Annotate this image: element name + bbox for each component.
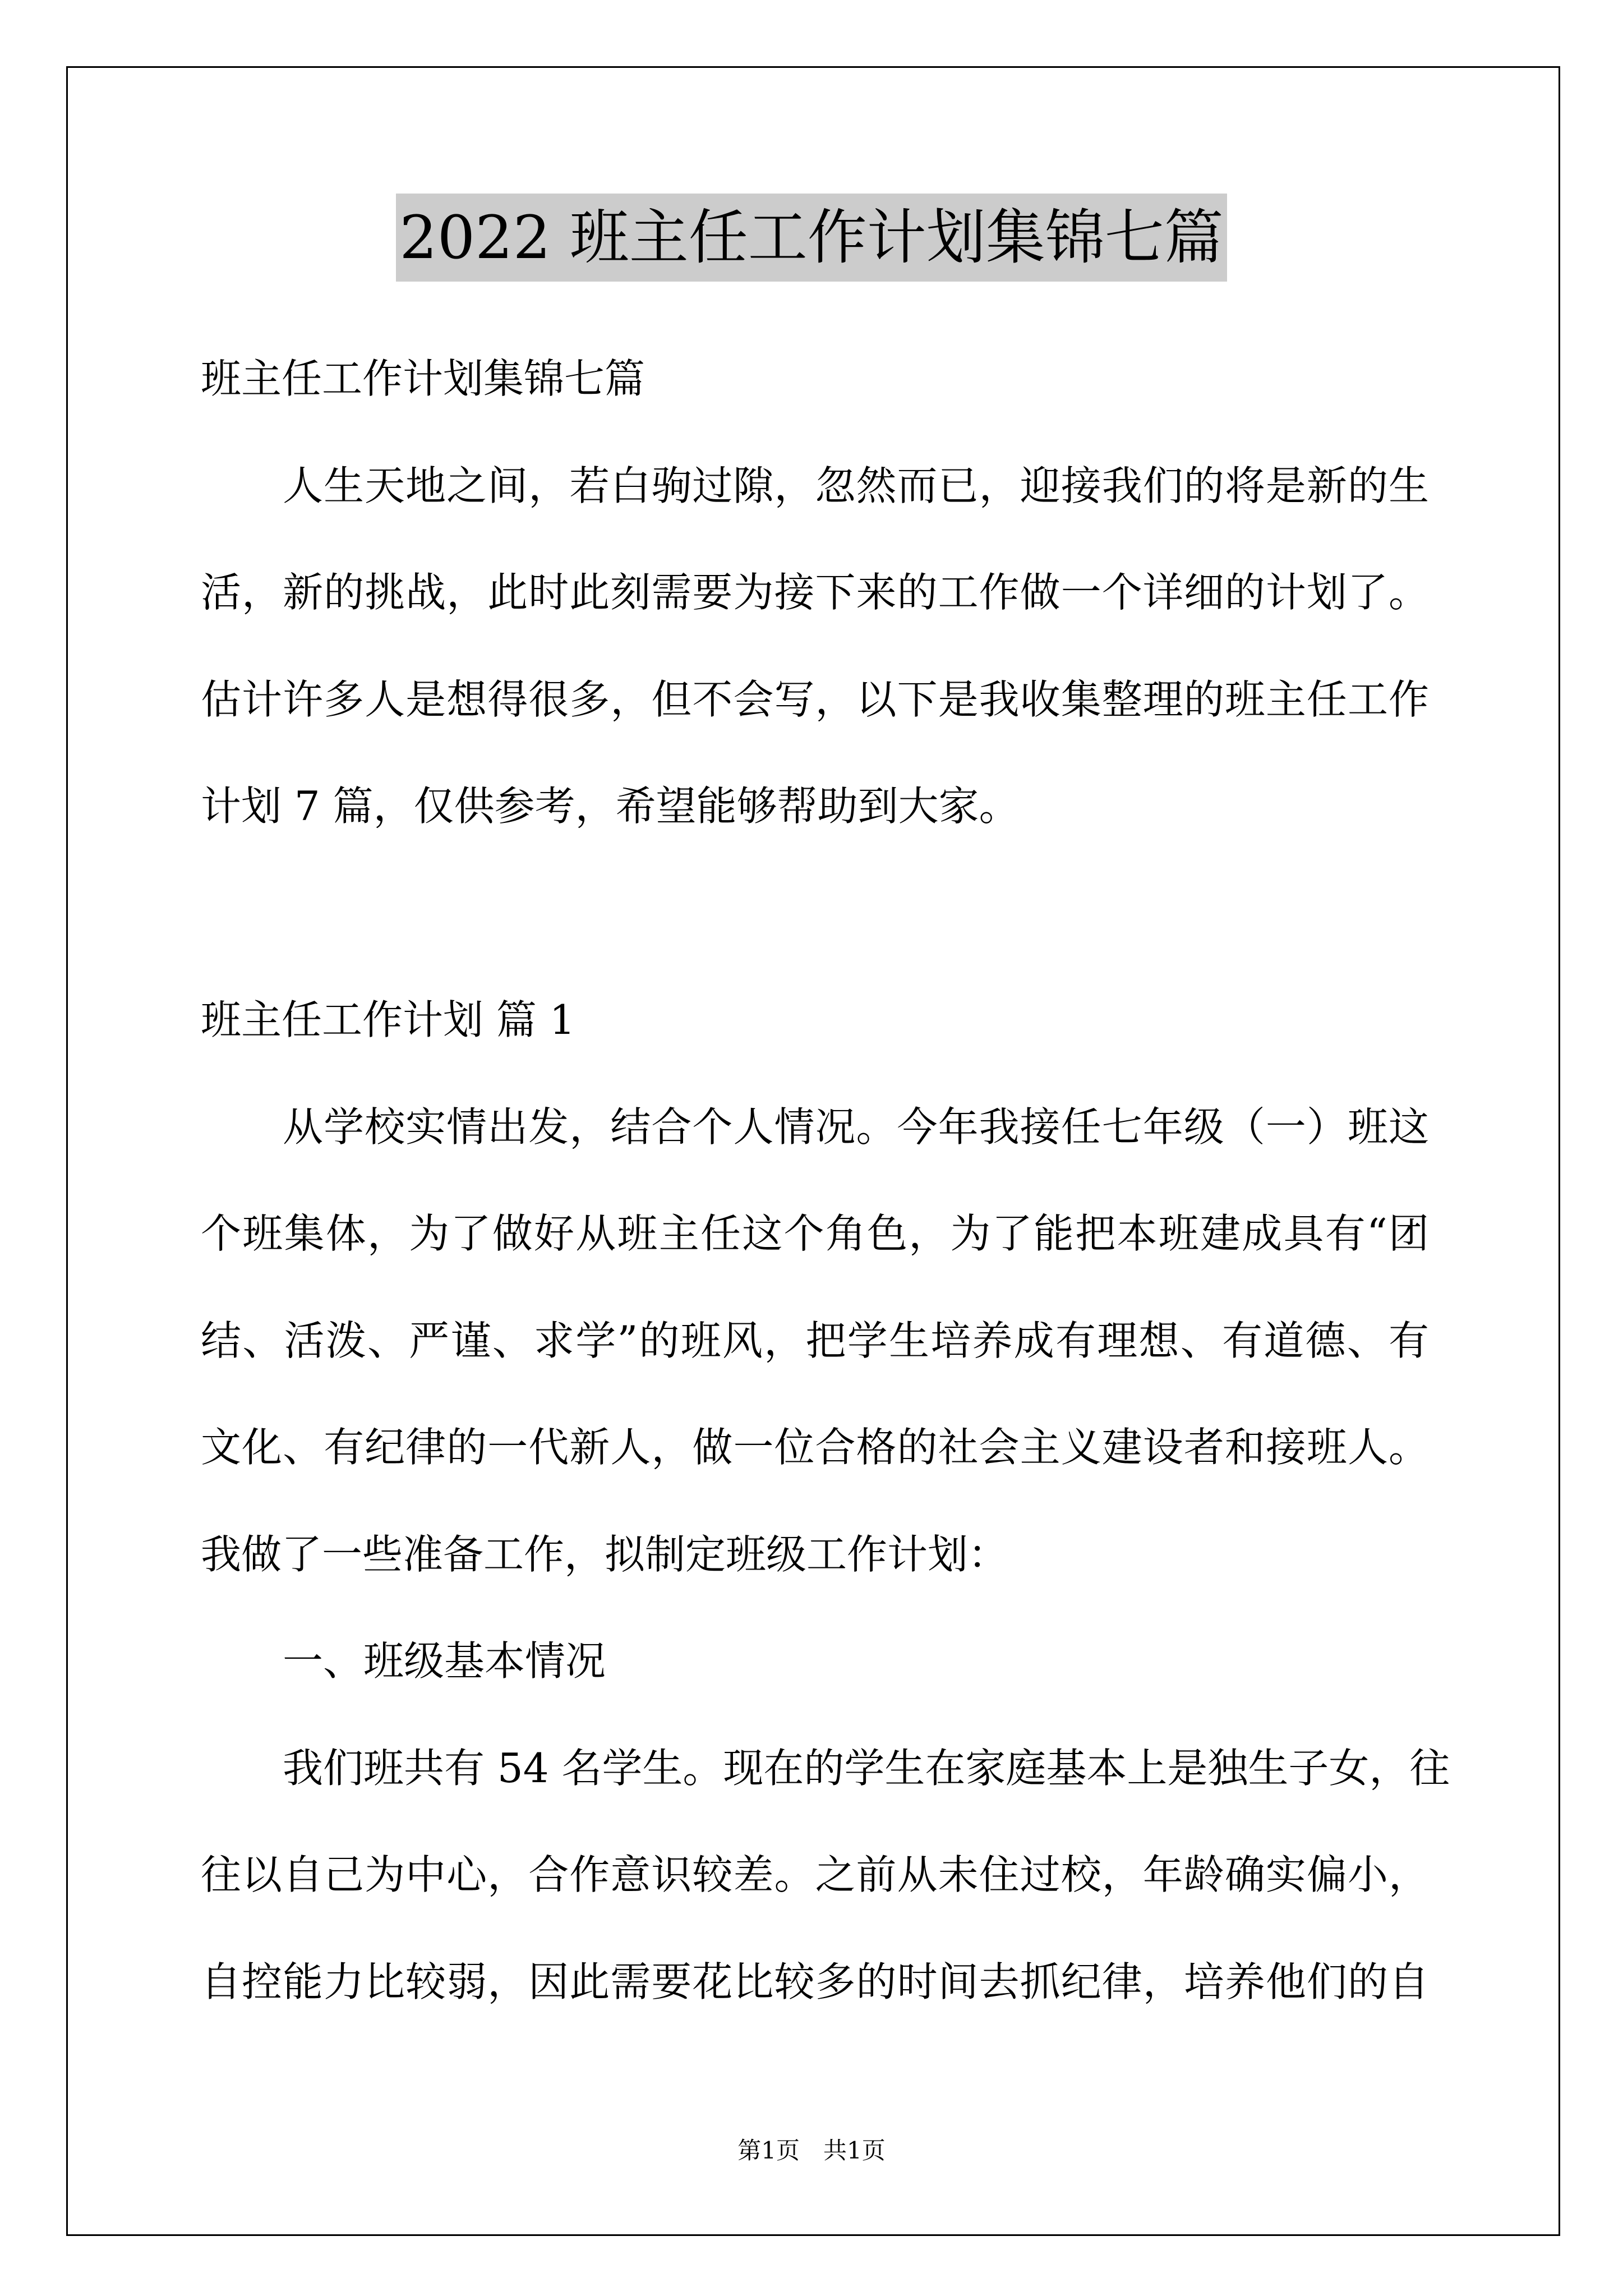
document-subtitle: 班主任工作计划集锦七篇 <box>201 355 645 402</box>
paragraph-line: 估计许多人是想得很多，但不会写，以下是我收集整理的班主任工作 <box>201 675 1429 723</box>
paragraph-line: 自控能力比较弱，因此需要花比较多的时间去抓纪律，培养他们的自 <box>201 1958 1429 2005</box>
paragraph-line: 计划 7 篇，仅供参考，希望能够帮助到大家。 <box>201 783 1020 830</box>
paragraph-line: 个班集体，为了做好从班主任这个角色，为了能把本班建成具有“团 <box>201 1210 1429 1257</box>
paragraph-line: 往以自己为中心，合作意识较差。之前从未住过校，年龄确实偏小， <box>201 1851 1429 1898</box>
paragraph-line: 从学校实情出发，结合个人情况。今年我接任七年级（一）班这 <box>283 1103 1429 1151</box>
section-paragraph <box>201 1074 1429 1608</box>
subheading: 一、班级基本情况 <box>283 1637 606 1685</box>
subheading-paragraph <box>201 1715 1450 2036</box>
paragraph-line: 活，新的挑战，此时此刻需要为接下来的工作做一个详细的计划了。 <box>201 569 1429 616</box>
paragraph-line: 我做了一些准备工作，拟制定班级工作计划： <box>201 1530 1009 1578</box>
section-heading: 班主任工作计划 篇 1 <box>201 996 575 1043</box>
page-number-footer: 第1页 共1页 <box>737 2137 886 2164</box>
paragraph-line: 人生天地之间，若白驹过隙，忽然而已，迎接我们的将是新的生 <box>283 462 1429 509</box>
paragraph-line: 结、活泼、严谨、求学”的班风，把学生培养成有理想、有道德、有 <box>201 1317 1429 1364</box>
document-title: 2022 班主任工作计划集锦七篇 <box>396 194 1227 282</box>
title-container <box>0 194 1623 282</box>
document-body <box>201 325 1450 2035</box>
paragraph-line: 文化、有纪律的一代新人，做一位合格的社会主义建设者和接班人。 <box>201 1424 1429 1471</box>
blank-line <box>201 860 1429 967</box>
intro-paragraph <box>201 432 1429 860</box>
paragraph-line: 我们班共有 54 名学生。现在的学生在家庭基本上是独生子女，往 <box>283 1744 1450 1792</box>
